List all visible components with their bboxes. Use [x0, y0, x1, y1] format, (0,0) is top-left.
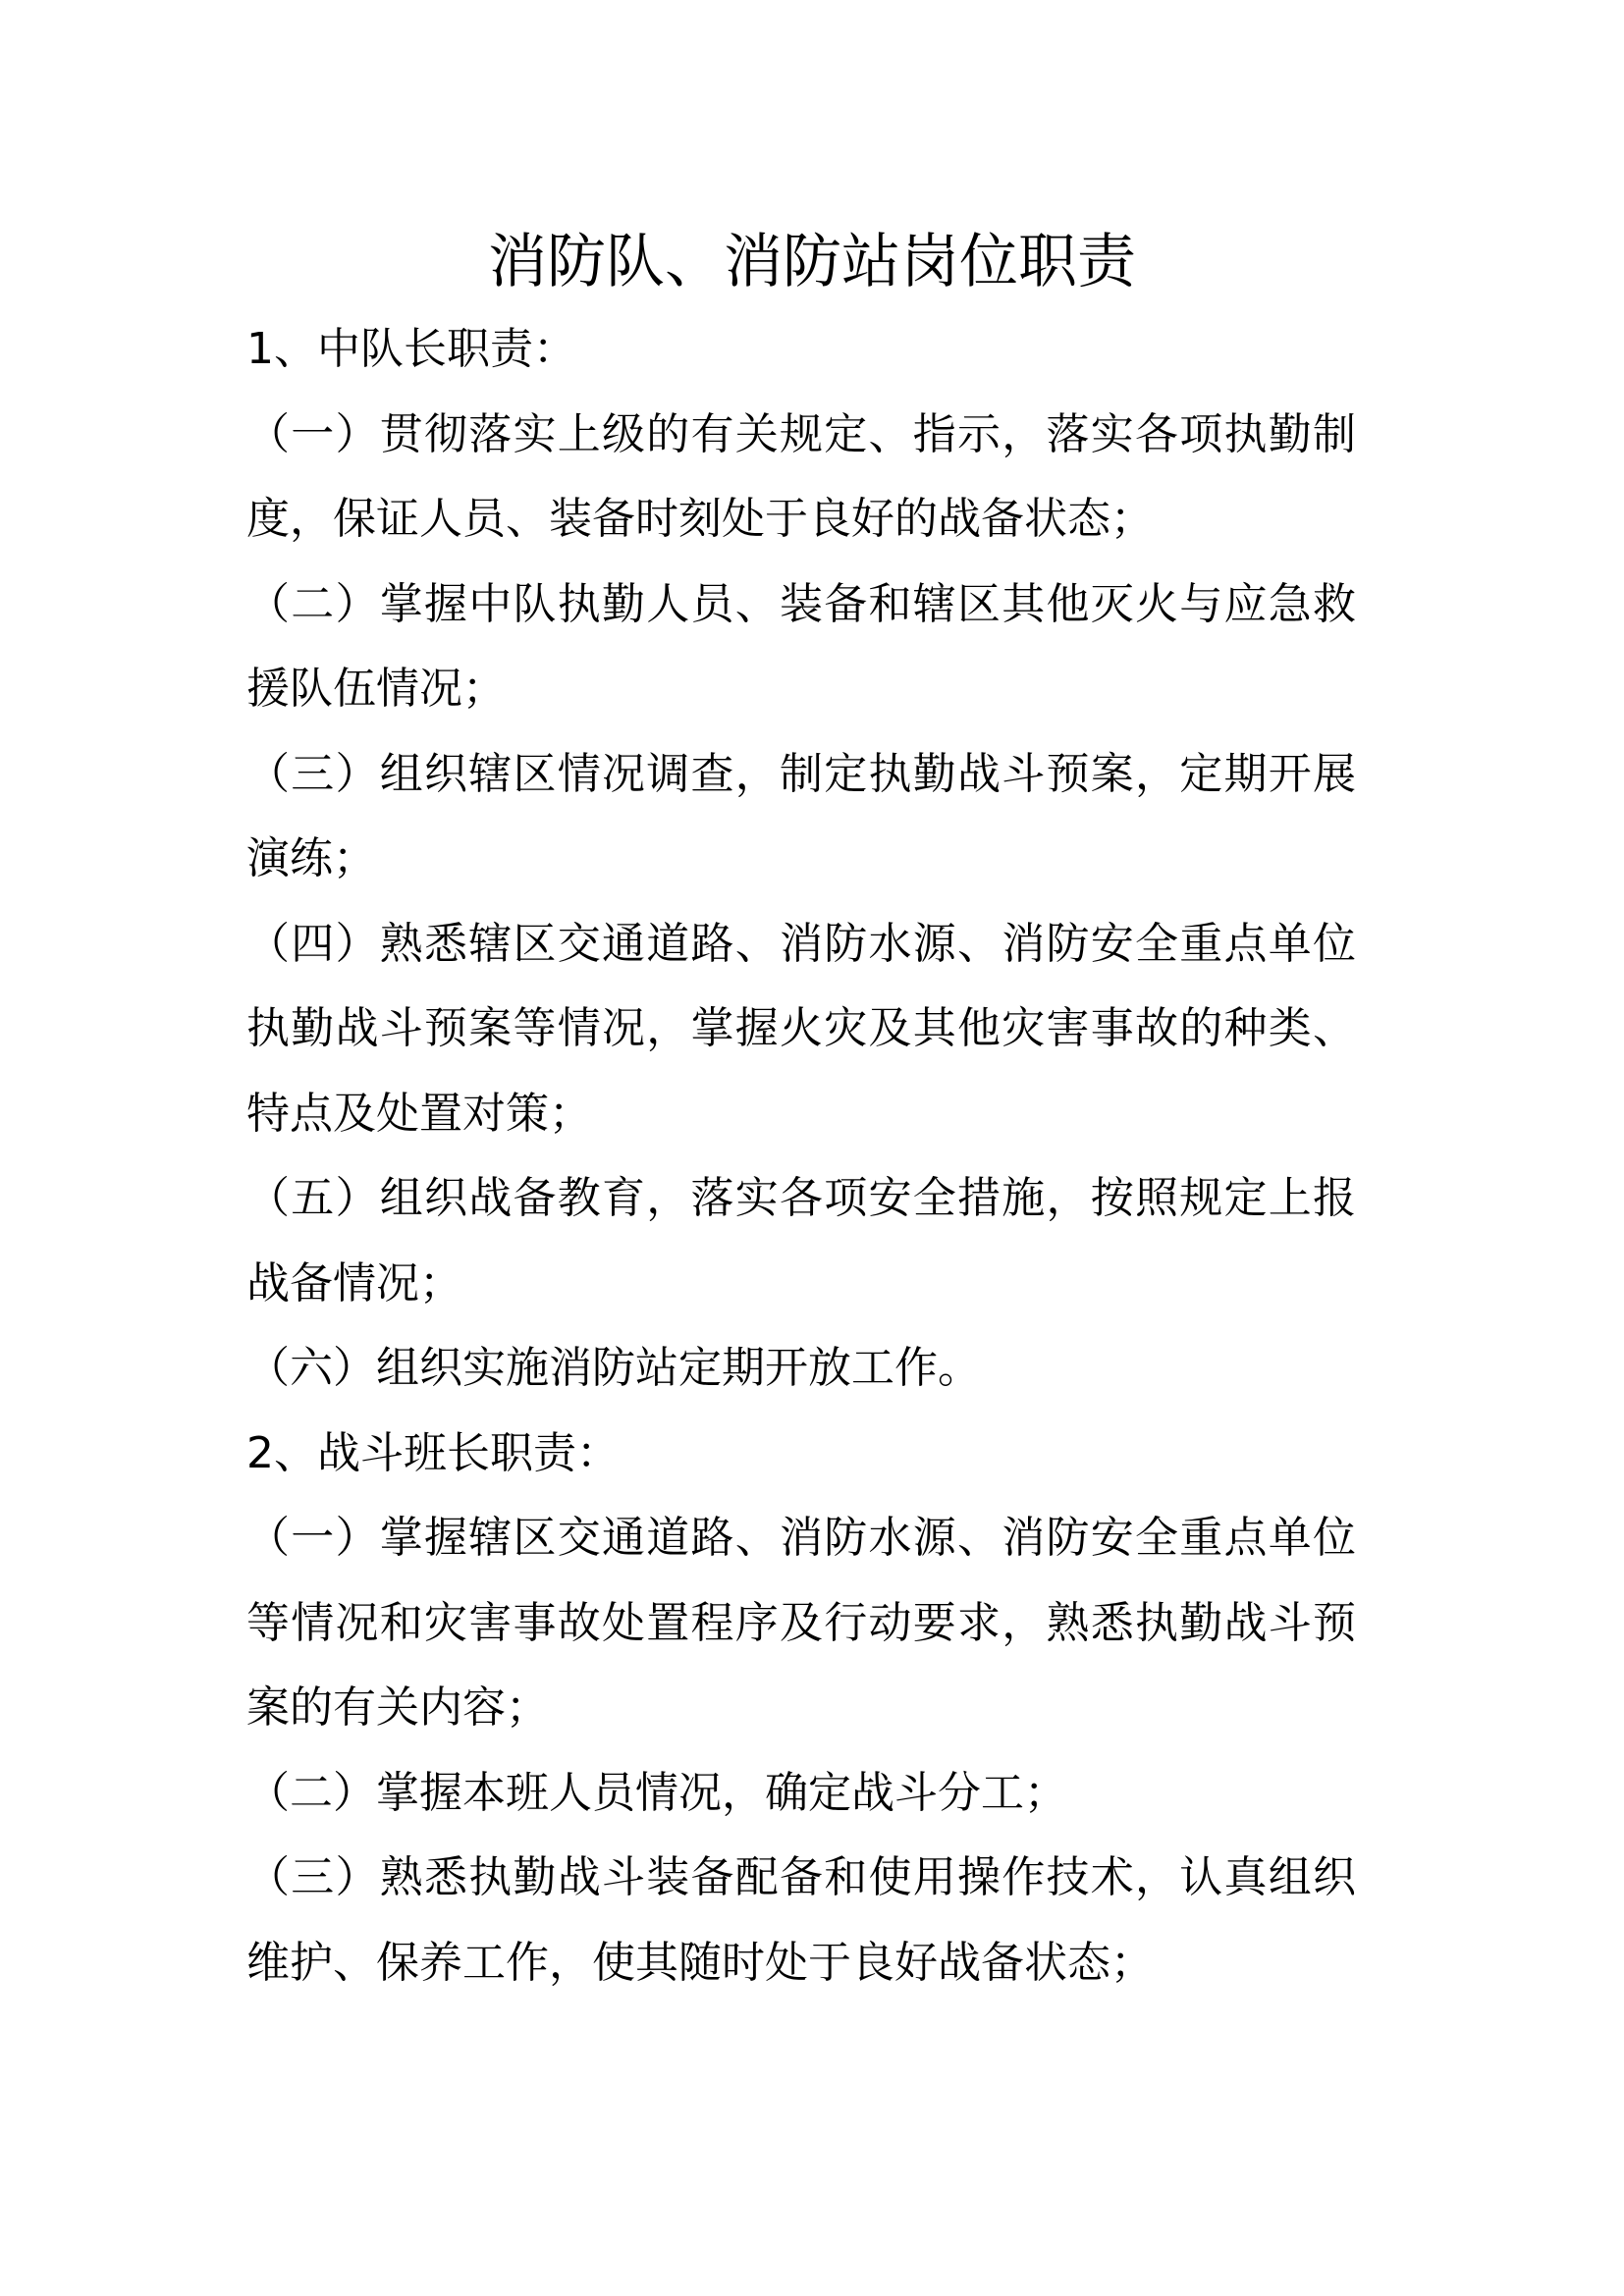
section-heading: 2、战斗班长职责：: [246, 1427, 620, 1478]
document-body: [246, 307, 1356, 2005]
duty-item: （二）掌握中队执勤人员、装备和辖区其他灭火与应急救援队伍情况；: [246, 578, 1356, 714]
duty-item: （六）组织实施消防站定期开放工作。: [246, 1343, 981, 1393]
duty-item: （四）熟悉辖区交通道路、消防水源、消防安全重点单位执勤战斗预案等情况，掌握火灾及其他灾害事故的种类、特点及处置对策；: [246, 918, 1356, 1139]
duty-item: （一）贯彻落实上级的有关规定、指示，落实各项执勤制度，保证人员、装备时刻处于良好的战备状态；: [246, 408, 1356, 544]
section-squad-leader: [246, 1412, 1356, 2006]
duty-item: （三）组织辖区情况调查，制定执勤战斗预案，定期开展演练；: [246, 748, 1356, 883]
duty-item: （三）熟悉执勤战斗装备配备和使用操作技术，认真组织维护、保养工作，使其随时处于良好战备状态；: [246, 1852, 1356, 1988]
duty-item: （二）掌握本班人员情况，确定战斗分工；: [246, 1767, 1067, 1818]
duty-item: （五）组织战备教育，落实各项安全措施，按照规定上报战备情况；: [246, 1173, 1356, 1308]
section-squadron-leader: [246, 307, 1356, 1412]
section-heading: 1、中队长职责：: [246, 324, 576, 374]
document-title: 消防队、消防站岗位职责: [488, 228, 1136, 296]
duty-item: （一）掌握辖区交通道路、消防水源、消防安全重点单位等情况和灾害事故处置程序及行动要求，熟悉执勤战斗预案的有关内容；: [246, 1513, 1356, 1733]
